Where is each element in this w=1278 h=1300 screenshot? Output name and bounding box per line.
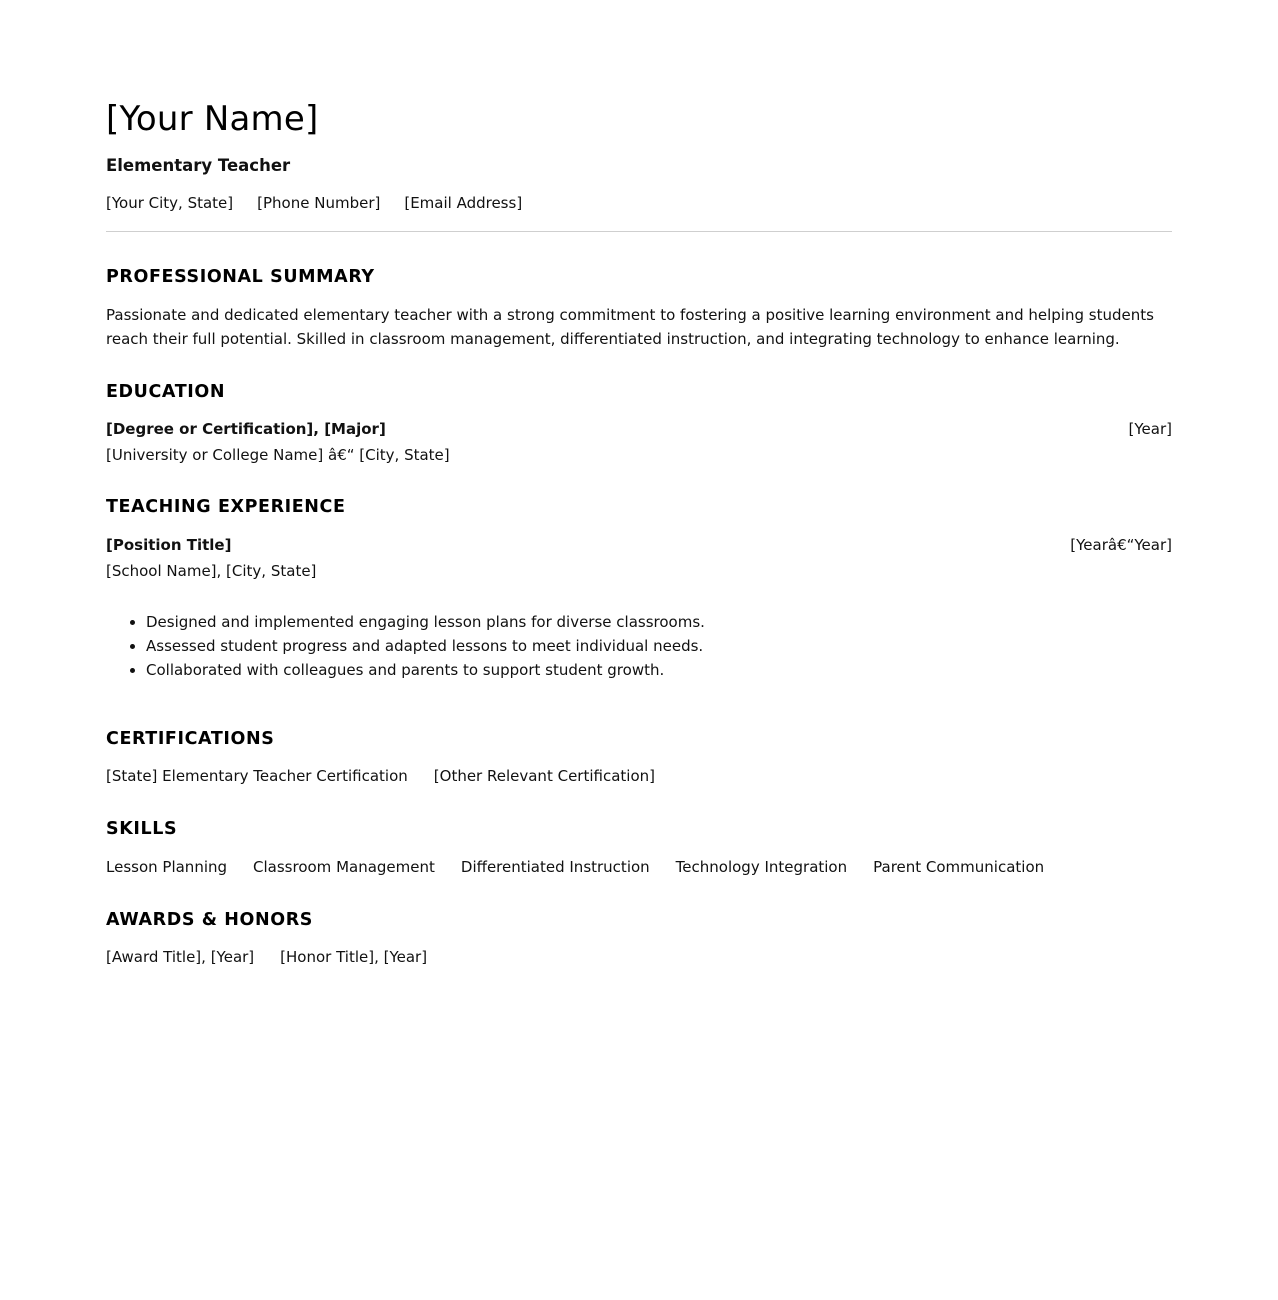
experience-position: [Position Title] bbox=[106, 536, 232, 554]
experience-bullets bbox=[106, 610, 705, 682]
education-year: [Year] bbox=[1128, 420, 1172, 438]
certifications-heading: CERTIFICATIONS bbox=[106, 729, 275, 749]
contact-info bbox=[106, 193, 522, 213]
award-item: [Honor Title], [Year] bbox=[280, 948, 428, 966]
skills-list bbox=[106, 857, 1044, 877]
education-degree: [Degree or Certification], [Major] bbox=[106, 420, 386, 438]
contact-phone: [Phone Number] bbox=[257, 194, 381, 212]
skills-heading: SKILLS bbox=[106, 819, 178, 839]
awards-list bbox=[106, 947, 427, 967]
contact-email: [Email Address] bbox=[404, 194, 523, 212]
experience-entry-header bbox=[106, 535, 1172, 555]
certification-item: [State] Elementary Teacher Certification bbox=[106, 767, 408, 785]
contact-location: [Your City, State] bbox=[106, 194, 234, 212]
header-divider bbox=[106, 231, 1172, 232]
experience-school: [School Name], [City, State] bbox=[106, 562, 317, 580]
skill-item: Classroom Management bbox=[253, 858, 435, 876]
skill-item: Technology Integration bbox=[675, 858, 848, 876]
award-item: [Award Title], [Year] bbox=[106, 948, 255, 966]
education-institution: [University or College Name] â€“ [City, State] bbox=[106, 446, 450, 464]
experience-bullet: • Collaborated with colleagues and parents to support student growth. bbox=[146, 658, 705, 682]
awards-heading: AWARDS & HONORS bbox=[106, 910, 313, 930]
skill-item: Lesson Planning bbox=[106, 858, 228, 876]
certifications-list bbox=[106, 766, 655, 786]
skill-item: Parent Communication bbox=[873, 858, 1045, 876]
job-title: Elementary Teacher bbox=[106, 156, 291, 175]
experience-bullet: • Assessed student progress and adapted lessons to meet individual needs. bbox=[146, 634, 705, 658]
experience-dates: [Yearâ€“Year] bbox=[1070, 536, 1172, 554]
summary-text: Passionate and dedicated elementary teacher with a strong commitment to fostering a positive learning environment and helping students reach their full potential. Skilled in classroom management, differentiated instruction, and integrating technology to enhance learning. bbox=[106, 306, 1154, 348]
summary-heading: PROFESSIONAL SUMMARY bbox=[106, 267, 375, 287]
certification-item: [Other Relevant Certification] bbox=[433, 767, 655, 785]
education-entry-header bbox=[106, 419, 1172, 439]
candidate-name: [Your Name] bbox=[106, 99, 319, 139]
experience-heading: TEACHING EXPERIENCE bbox=[106, 497, 346, 517]
education-heading: EDUCATION bbox=[106, 382, 226, 402]
skill-item: Differentiated Instruction bbox=[460, 858, 650, 876]
experience-bullet: • Designed and implemented engaging lesson plans for diverse classrooms. bbox=[146, 610, 705, 634]
